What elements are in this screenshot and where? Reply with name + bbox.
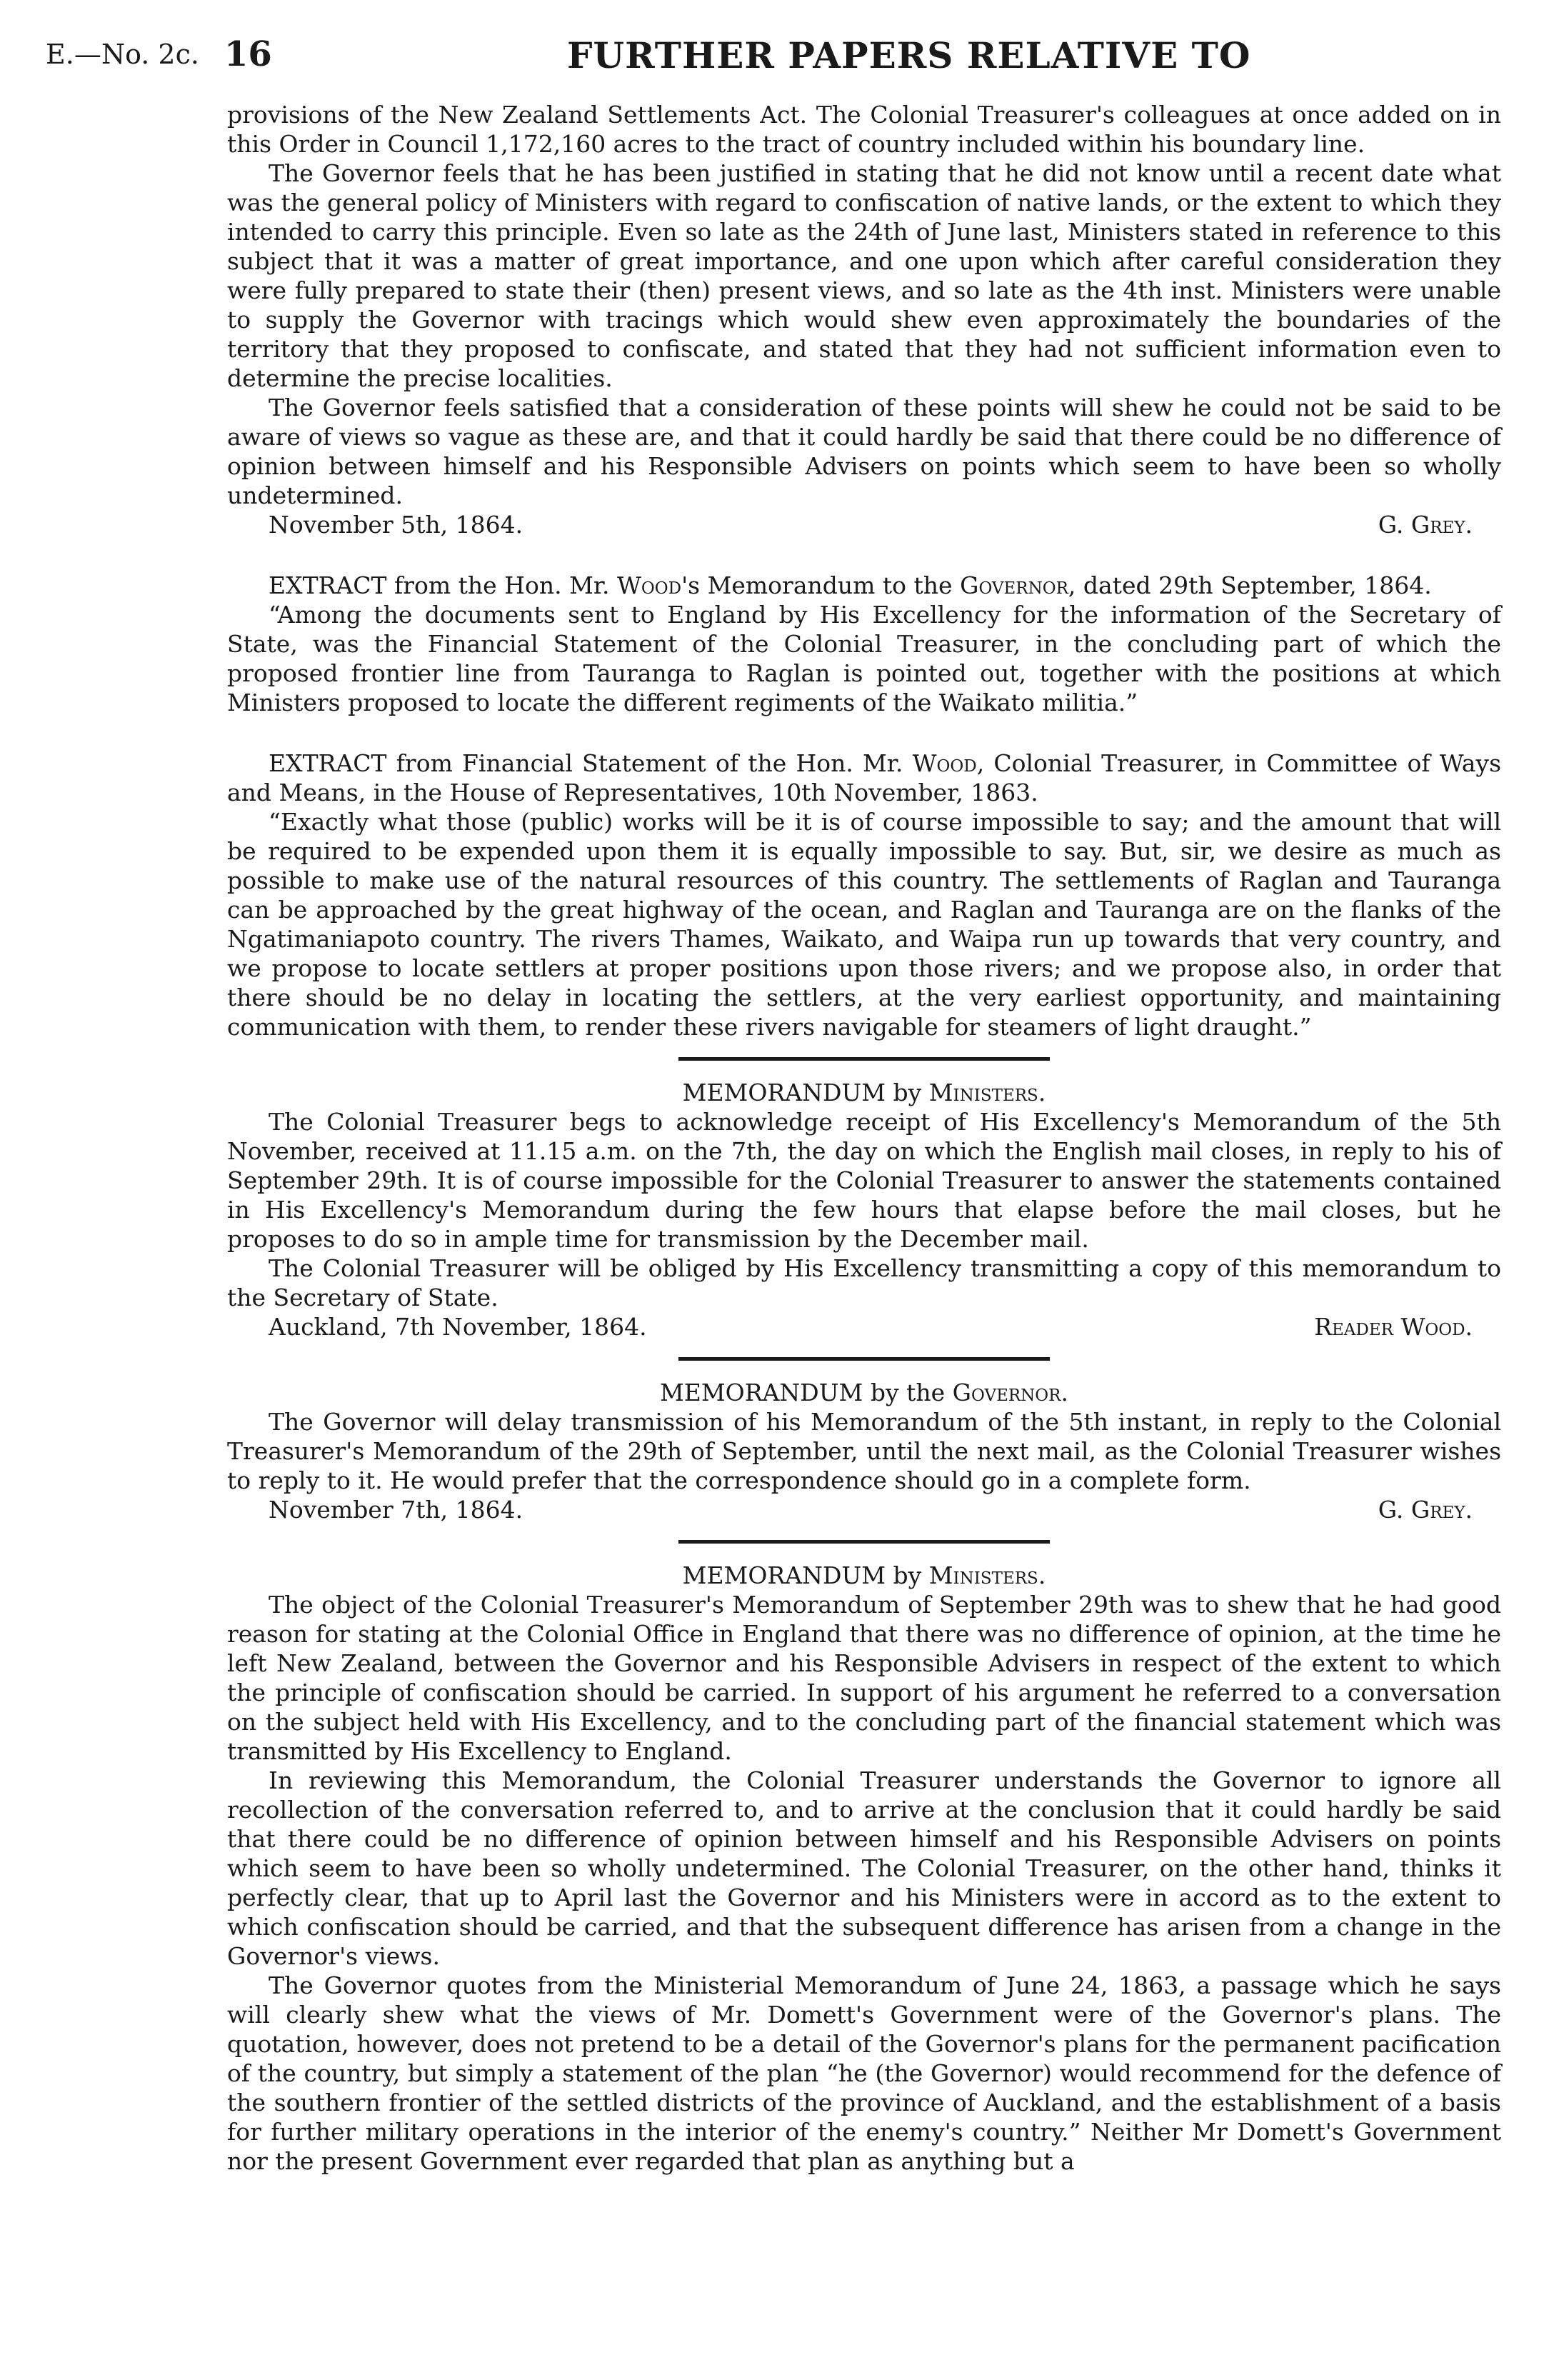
intro-signature-line xyxy=(227,510,1501,539)
memo1-signature-line xyxy=(227,1312,1501,1341)
memo3-heading: MEMORANDUM by Ministers. xyxy=(682,1561,1046,1589)
memo1-paragraph-1: The Colonial Treasurer begs to acknowledge receipt of His Excellency's Memorandum of the 5th November, received at 11.15 a.m. on the 7th, the day on which the English mail closes, in reply to his of September 29th. It is of course impossible for the Colonial Treasurer to answer the statements contained in His Excellency's Memorandum during the few hours that elapse before the mail closes, but he proposes to do so in ample time for transmission by the December mail. xyxy=(227,1108,1501,1253)
document-code: E.—No. 2c. xyxy=(46,39,199,70)
memo3-paragraph-3: The Governor quotes from the Ministerial Memorandum of June 24, 1863, a passage which he says will clearly shew what the views of Mr. Domett's Government were of the Governor's plans. The quotation, however, does not pretend to be a detail of the Governor's plans for the permanent pacification of the country, but simply a statement of the plan “he (the Governor) would recommend for the defence of the southern frontier of the settled districts of the province of Auckland, and the establishment of a basis for further military operations in the interior of the enemy's country.” Neither Mr Domett's Government nor the present Government ever regarded that plan as anything but a xyxy=(227,1971,1501,2175)
extract1-heading: EXTRACT from the Hon. Mr. Wood's Memorandum to the Governor, dated 29th September, 1864. xyxy=(269,571,1432,599)
section-divider xyxy=(678,1357,1050,1361)
extract2-body: “Exactly what those (public) works will be it is of course impossible to say; and the amount that will be required to be expended upon them it is equally impossible to say. But, sir, we desire as much as possible to make use of the natural resources of this country. The settlements of Raglan and Tauranga can be approached by the great highway of the ocean, and Raglan and Tauranga are on the flanks of the Ngatimaniapoto country. The rivers Thames, Waikato, and Waipa run up towards that very country, and we propose to locate settlers at proper positions upon those rivers; and we propose also, in order that there should be no delay in locating the settlers, at the very earliest opportunity, and maintaining communication with them, to render these rivers navigable for steamers of light draught.” xyxy=(227,808,1501,1041)
memo3-paragraph-2: In reviewing this Memorandum, the Colonial Treasurer understands the Governor to ignore all recollection of the conversation referred to, and to arrive at the conclusion that it could hardly be said that there could be no difference of opinion between himself and his Responsible Advisers on points which seem to have been so wholly undetermined. The Colonial Treasurer, on the other hand, thinks it perfectly clear, that up to April last the Governor and his Ministers were in accord as to the extent to which confiscation should be carried, and that the subsequent difference has arisen from a change in the Governor's views. xyxy=(227,1766,1501,1970)
running-title: FURTHER PAPERS RELATIVE TO xyxy=(567,34,1251,76)
memo1-paragraph-2: The Colonial Treasurer will be obliged by His Excellency transmitting a copy of this memorandum to the Secretary of State. xyxy=(227,1254,1501,1311)
memo2-signature: G. Grey. xyxy=(1378,1496,1473,1524)
memo2-heading: MEMORANDUM by the Governor. xyxy=(660,1379,1068,1406)
page-header xyxy=(46,33,1517,76)
section-divider xyxy=(678,1057,1050,1061)
intro-signature: G. Grey. xyxy=(1378,511,1473,539)
memo1-date: Auckland, 7th November, 1864. xyxy=(269,1313,647,1341)
intro-paragraph-2: The Governor feels that he has been justified in stating that he did not know until a recent date what was the general policy of Ministers with regard to confiscation of native lands, or the extent to which they intended to carry this principle. Even so late as the 24th of June last, Ministers stated in reference to this subject that it was a matter of great importance, and one upon which after careful consideration they were fully prepared to state their (then) present views, and so late as the 4th inst. Ministers were unable to supply the Governor with tracings which would shew even approximately the boundaries of the territory that they proposed to confiscate, and stated that they had not sufficient information even to determine the precise localities. xyxy=(227,159,1501,392)
memo2-paragraph-1: The Governor will delay transmission of his Memorandum of the 5th instant, in reply to the Colonial Treasurer's Memorandum of the 29th of September, until the next mail, as the Colonial Treasurer wishes to reply to it. He would prefer that the correspondence should go in a complete form. xyxy=(227,1408,1501,1494)
memo1-signature: Reader Wood. xyxy=(1314,1313,1473,1341)
page-number: 16 xyxy=(224,34,272,74)
memo1-heading: MEMORANDUM by Ministers. xyxy=(682,1079,1046,1106)
memo2-signature-line xyxy=(227,1495,1501,1524)
memo3-paragraph-1: The object of the Colonial Treasurer's Memorandum of September 29th was to shew that he had good reason for stating at the Colonial Office in England that there was no difference of opinion, at the time he left New Zealand, between the Governor and his Responsible Advisers in respect of the extent to which the principle of confiscation should be carried. In support of his argument he referred to a conversation on the subject held with His Excellency, and to the concluding part of the financial statement which was transmitted by His Excellency to England. xyxy=(227,1591,1501,1765)
extract2-heading: EXTRACT from Financial Statement of the Hon. Mr. Wood, Colonial Treasurer, in Committee of Ways and Means, in the House of Representatives, 10th November, 1863. xyxy=(227,749,1502,806)
section-divider xyxy=(678,1540,1050,1544)
memo2-date: November 7th, 1864. xyxy=(269,1496,523,1524)
extract1-body: “Among the documents sent to England by His Excellency for the information of the Secretary of State, was the Financial Statement of the Colonial Treasurer, in the concluding part of which the proposed frontier line from Tauranga to Raglan is pointed out, together with the positions at which Ministers proposed to locate the different regiments of the Waikato militia.” xyxy=(227,601,1501,716)
intro-paragraph-1: provisions of the New Zealand Settlements Act. The Colonial Treasurer's colleagues at once added on in this Order in Council 1,172,160 acres to the tract of country included within his boundary line. xyxy=(227,101,1501,158)
intro-date: November 5th, 1864. xyxy=(269,511,523,539)
document-body xyxy=(227,100,1501,2176)
intro-paragraph-3: The Governor feels satisfied that a consideration of these points will shew he could not be said to be aware of views so vague as these are, and that it could hardly be said that there could be no difference of opinion between himself and his Responsible Advisers on points which seem to have been so wholly undetermined. xyxy=(227,394,1501,509)
